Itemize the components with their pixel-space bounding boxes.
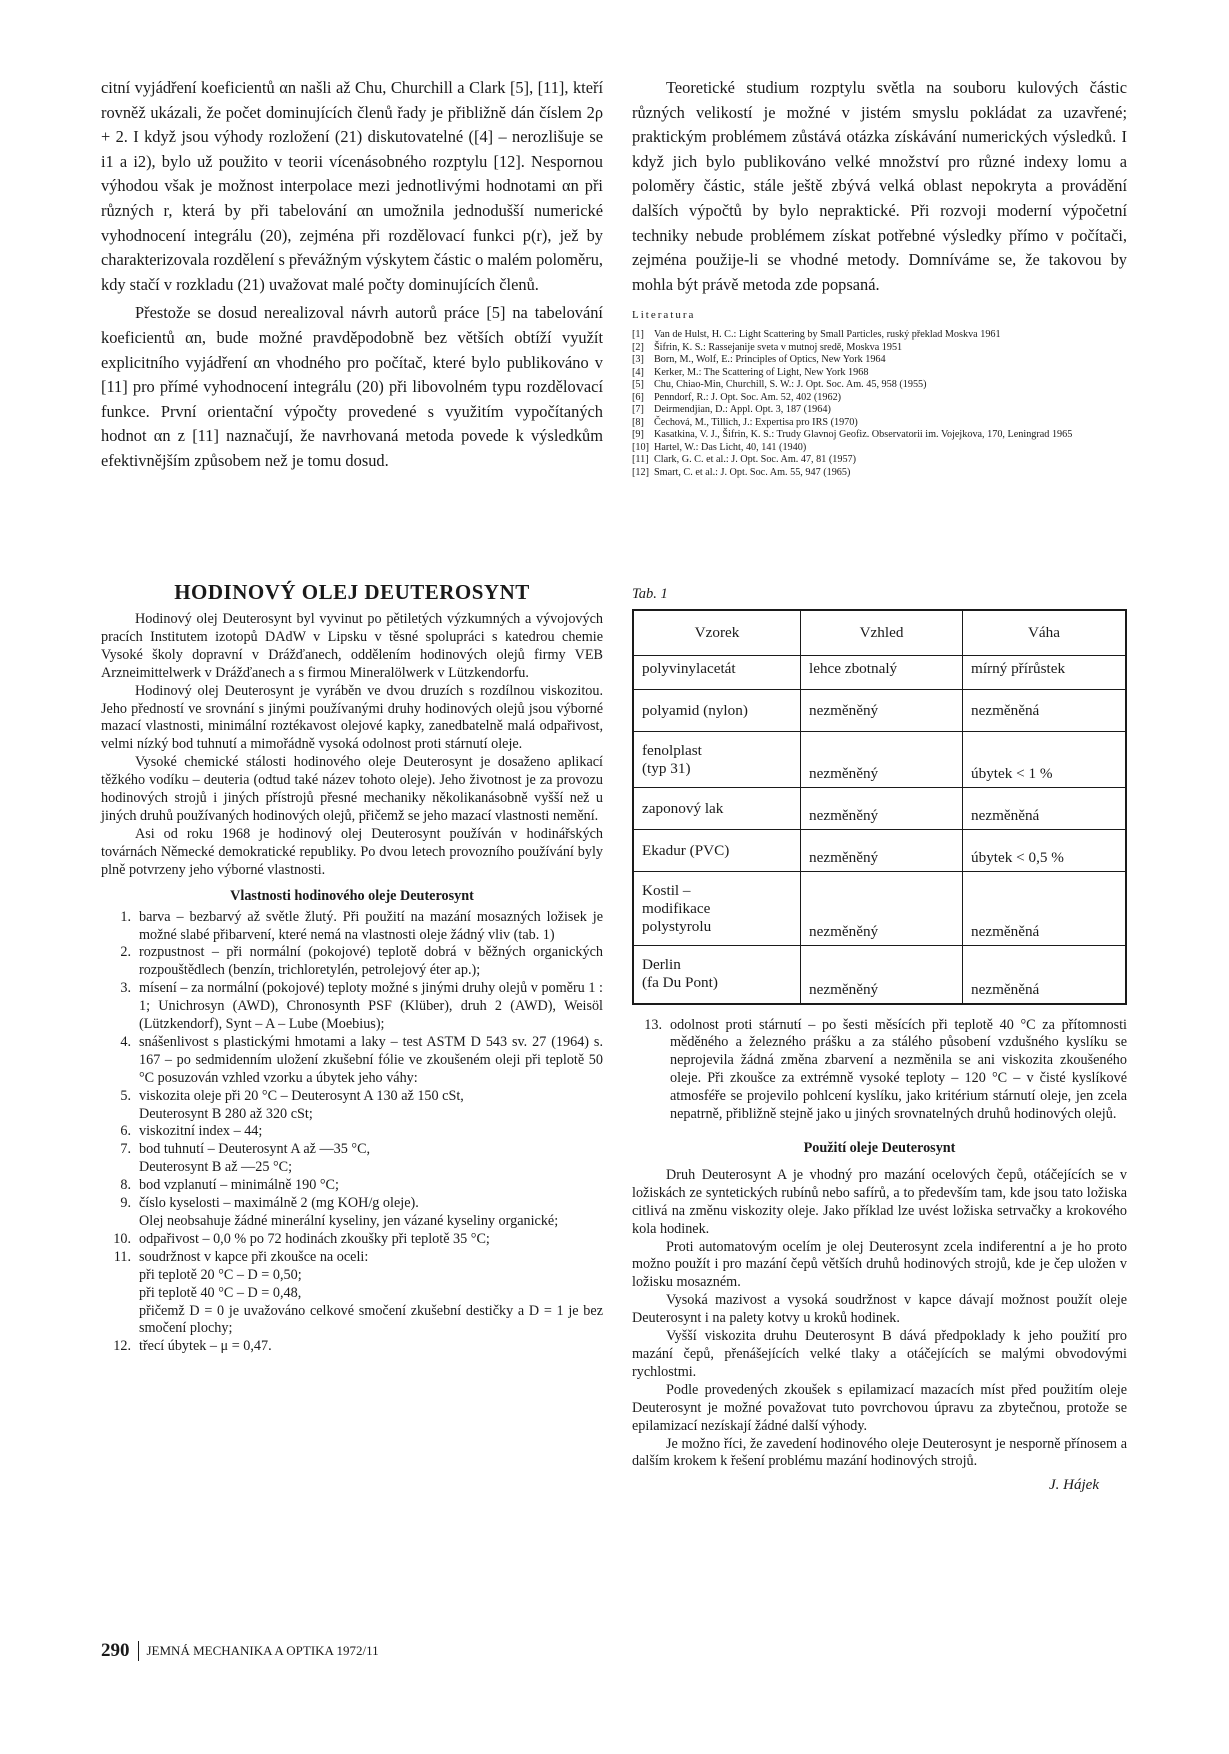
reference-text: Chu, Chiao-Min, Churchill, S. W.: J. Opt. Soc. Am. 45, 958 (1955) bbox=[654, 379, 927, 391]
reference-text: Clark, G. C. et al.: J. Opt. Soc. Am. 47, 81 (1957) bbox=[654, 454, 857, 466]
list-item bbox=[101, 1123, 603, 1141]
reference-item bbox=[632, 354, 1127, 367]
reference-number: [2] bbox=[632, 341, 644, 353]
table-cell: nezměněný bbox=[801, 788, 963, 830]
reference-item bbox=[632, 454, 1127, 467]
reference-item bbox=[632, 442, 1127, 455]
usage-heading: Použití oleje Deuterosynt bbox=[803, 1139, 956, 1156]
list-item bbox=[101, 944, 603, 980]
item-number: 2. bbox=[120, 944, 131, 961]
table-row bbox=[633, 788, 1126, 830]
journal-name: JEMNÁ MECHANIKA A OPTIKA 1972/11 bbox=[146, 1643, 379, 1658]
table-cell: nezměněný bbox=[801, 830, 963, 872]
table-row bbox=[633, 690, 1126, 732]
table-cell: lehce zbotnalý bbox=[801, 656, 963, 690]
conclusion-paragraph: Teoretické studium rozptylu světla na souboru kulových částic různých velikostí je možné v jistém smyslu pokládat za uzavřené; praktickým problémem zůstává otázka získávání numerických výsledků. I když jich bylo publikováno velké množství pro různé indexy lomu a poloměry částic, stále ještě zbývá velká oblast nepokryta a provádění dalších výpočtů by bylo nepraktické. Při rozvoji moderní výpočetní techniky nebude problémem získat potřebné výsledky přímo v počítači, zejména použije-li se vhodné metody. Domníváme se, že takovou by mohla být právě metoda zde popsaná. bbox=[632, 78, 1127, 294]
item-text: bod tuhnutí – Deuterosynt A až —35 °C, Deuterosynt B až —25 °C; bbox=[139, 1141, 371, 1176]
item-number: 11. bbox=[113, 1248, 131, 1265]
reference-number: [5] bbox=[632, 379, 644, 391]
intro-paragraph-3: Vysoké chemické stálosti hodinového oleje Deuterosynt je dosaženo aplikací těžkého vodíku – deuteria (odtud také název tohoto oleje). Jeho životnost je za provozu hodinových strojů i jiných přístrojů přesné mechaniky několikanásobně vyšší než u jiných druhů používaných hodinových olejů, přičemž se jeho mazací vlastnosti nemění. bbox=[101, 754, 603, 824]
list-item bbox=[101, 1338, 603, 1356]
table-cell: mírný přírůstek bbox=[963, 656, 1127, 690]
usage-paragraphs bbox=[632, 1167, 1127, 1471]
author-signature: J. Hájek bbox=[1049, 1477, 1099, 1494]
item-text: viskozitní index – 44; bbox=[139, 1123, 263, 1140]
item-number: 13. bbox=[644, 1016, 662, 1033]
page-number: 290 bbox=[101, 1640, 130, 1661]
reference-number: [10] bbox=[632, 441, 649, 453]
table-cell: Derlin (fa Du Pont) bbox=[633, 946, 801, 1004]
reference-item bbox=[632, 417, 1127, 430]
reference-text: Hartel, W.: Das Licht, 40, 141 (1940) bbox=[654, 441, 807, 453]
properties-heading: Vlastnosti hodinového oleje Deuterosynt bbox=[230, 887, 474, 904]
table-header-cell: Váha bbox=[963, 610, 1127, 656]
table-caption: Tab. 1 bbox=[632, 586, 668, 602]
item-number: 6. bbox=[120, 1123, 131, 1140]
reference-item bbox=[632, 379, 1127, 392]
table-cell: polyvinylacetát bbox=[633, 656, 801, 690]
reference-item bbox=[632, 404, 1127, 417]
usage-paragraph: Vysoká mazivost a vysoká soudržnost v kapce dávají možnost použít oleje Deuterosynt i na palety kotvy u kroků hodinek. bbox=[632, 1292, 1127, 1327]
table-cell: nezměněná bbox=[963, 788, 1127, 830]
reference-item bbox=[632, 429, 1127, 442]
item-number: 7. bbox=[120, 1141, 131, 1158]
table-cell: fenolplast (typ 31) bbox=[633, 732, 801, 788]
article-left-column bbox=[101, 576, 603, 1356]
reference-number: [8] bbox=[632, 416, 644, 428]
reference-text: Van de Hulst, H. C.: Light Scattering by Small Particles, ruský překlad Moskva 1961 bbox=[654, 329, 1001, 341]
intro-paragraph-4: Asi od roku 1968 je hodinový olej Deuterosynt používán v hodinářských továrnách Německé demokratické republiky. Po dvou letech provozního používání byly plně potvrzeny jeho výborné vlastnosti. bbox=[101, 825, 603, 878]
table-cell: Kostil – modifikace polystyrolu bbox=[633, 872, 801, 946]
item-number: 12. bbox=[113, 1338, 131, 1355]
item-number: 1. bbox=[120, 908, 131, 925]
list-item bbox=[101, 1177, 603, 1195]
item-number: 3. bbox=[120, 980, 131, 997]
reference-number: [9] bbox=[632, 429, 644, 441]
list-item bbox=[101, 1249, 603, 1339]
item-number: 4. bbox=[120, 1033, 131, 1050]
usage-paragraph: Podle provedených zkoušek s epilamizací mazacích míst před použitím oleje Deuterosynt je možné považovat tuto povrchovou úpravu za zbytečnou, protože se epilamizací nezískají žádné další výhody. bbox=[632, 1381, 1127, 1434]
intro-paragraph-2: Hodinový olej Deuterosynt je vyráběn ve dvou druzích s rozdílnou viskozitou. Jeho předností ve srovnání s jinými používanými druhy hodinových olejů jsou výborné mazací vlastnosti, minimální roztékavost olejové kapky, zanedbatelně malá odpařivost, velmi nízký bod tuhnutí a mimořádně vysoká odolnost proti stárnutí oleje. bbox=[101, 682, 603, 753]
left-paragraph-1: citní vyjádření koeficientů αn našli až Chu, Churchill a Clark [5], [11], kteří rovněž ukázali, že počet dominujících členů řady je přibližně dán číslem 2ρ + 2. I když jsou výhody rozložení (21) diskutovatelné ([4] – nerozlišuje se i1 a i2), bylo už použito v teorii vícenásobného rozptylu [12]. Nespornou výhodou však je možnost interpolace mezi jednotlivými hodnotami αn při různých r, která by při tabelování αn umožnila jednodušší numerické vyhodnocení integrálu (20), zejména při rozdělovací funkci p(r), jež by charakterizovala rozdělení s převážným výskytem částic o malém poloměru, kdy stačí v rozkladu (21) uvažovat malé počty dominujících členů. bbox=[101, 78, 603, 294]
item-text: odolnost proti stárnutí – po šesti měsících při teplotě 40 °C za přítomnosti měděného a železného prášku a za stálého působení vzdušného kyslíku se neprojevila žádná změna zbarvení a nezměnila se ani viskozita zkoušeného oleje. Při zkoušce za extrémně vysoké teploty – 120 °C – v čisté kyslíkové atmosféře se projevilo pohlcení kyslíku, jako kritérium stárnutí oleje, jen zcela nepatrně, přibližně stejně jako u jiných srovnatelných druhů hodinových olejů. bbox=[670, 1016, 1127, 1123]
item-text: číslo kyselosti – maximálně 2 (mg KOH/g oleje). Olej neobsahuje žádné minerální kyseliny, jen vázané kyseliny organické; bbox=[139, 1195, 559, 1229]
intro-paragraph-1: Hodinový olej Deuterosynt byl vyvinut po pětiletých výzkumných a vývojových pracích Institutem izotopů DAdW v Lipsku v těsné spolupráci s katedrou chemie Vysoké školy dopravní v Drážďanech, oddělením hodinových olejů firmy VEB Arzneimittelwerk v Drážďanech a s firmou Mineralölwerk v Lützkendorfu. bbox=[101, 611, 603, 681]
list-item bbox=[101, 980, 603, 1034]
table-cell: úbytek < 0,5 % bbox=[963, 830, 1127, 872]
item-text: bod vzplanutí – minimálně 190 °C; bbox=[139, 1177, 339, 1194]
usage-paragraph: Je možno říci, že zavedení hodinového oleje Deuterosynt je nesporně přínosem a dalším krokem k řešení problému mazání hodinových strojů. bbox=[632, 1435, 1127, 1470]
table-cell: nezměněný bbox=[801, 946, 963, 1004]
reference-number: [3] bbox=[632, 354, 644, 366]
reference-text: Born, M., Wolf, E.: Principles of Optics, New York 1964 bbox=[654, 354, 886, 366]
reference-number: [11] bbox=[632, 454, 649, 466]
table-row bbox=[633, 830, 1126, 872]
usage-paragraph: Druh Deuterosynt A je vhodný pro mazání ocelových čepů, otáčejících se v ložiskách ze syntetických rubínů nebo safírů, a to především tam, kde jsou tato ložiska citlivá na změnu viskozity oleje. Jako příklad lze uvést ložiska setrvačky a krokového kola hodinek. bbox=[632, 1166, 1127, 1237]
list-item bbox=[101, 909, 603, 945]
reference-item bbox=[632, 367, 1127, 380]
item-text: viskozita oleje při 20 °C – Deuterosynt A 130 až 150 cSt, Deuterosynt B 280 až 320 cSt; bbox=[139, 1087, 464, 1122]
list-item bbox=[101, 1195, 603, 1231]
right-top-column bbox=[632, 76, 1127, 479]
table-header-cell: Vzhled bbox=[801, 610, 963, 656]
properties-list bbox=[101, 909, 603, 1357]
list-item bbox=[632, 1017, 1127, 1124]
table-cell: zaponový lak bbox=[633, 788, 801, 830]
reference-number: [7] bbox=[632, 404, 644, 416]
reference-text: Smart, C. et al.: J. Opt. Soc. Am. 55, 947 (1965) bbox=[654, 466, 851, 478]
table-cell: Ekadur (PVC) bbox=[633, 830, 801, 872]
item-text: mísení – za normální (pokojové) teploty možné s jinými druhy olejů v poměru 1 : 1; Unichrosyn (AWD), Chronosynth PSF (Klüber), druh 2 (AWD), Weisöl (Lützkendorf), Synt – A – Lube (Moebius); bbox=[139, 980, 603, 1033]
literature-heading: Literatura bbox=[632, 309, 696, 322]
reference-item bbox=[632, 467, 1127, 480]
table-header-cell: Vzorek bbox=[633, 610, 801, 656]
reference-item bbox=[632, 342, 1127, 355]
property-13 bbox=[632, 1017, 1127, 1124]
table-cell: nezměněný bbox=[801, 732, 963, 788]
left-paragraph-2: Přestože se dosud nerealizoval návrh autorů práce [5] na tabelování koeficientů αn, bude možné pravděpodobně bez větších obtíží využít explicitního vyjádření αn vhodného pro počítač, které bylo publikováno v [11] pro přímé vyhodnocení integrálu (20) při libovolném typu rozdělovací funkce. První orientační výpočty provedené s využitím vypočítaných hodnot αn z [11] naznačují, že navrhovaná metoda povede k výsledkům efektivnějším způsobem než je tomu dosud. bbox=[101, 303, 603, 470]
table-header-row bbox=[633, 610, 1126, 656]
item-number: 10. bbox=[113, 1230, 131, 1247]
usage-paragraph: Vyšší viskozita druhu Deuterosynt B dává předpoklady k jeho použití pro mazání čepů, přenášejících velké tlaky a otáčejících se malými obvodovými rychlostmi. bbox=[632, 1328, 1127, 1380]
list-item bbox=[101, 1141, 603, 1177]
table-cell: nezměněná bbox=[963, 946, 1127, 1004]
table-row bbox=[633, 656, 1126, 690]
reference-text: Čechová, M., Tillich, J.: Expertisa pro IRS (1970) bbox=[654, 416, 858, 428]
table-cell: nezměněný bbox=[801, 690, 963, 732]
item-text: odpařivost – 0,0 % po 72 hodinách zkoušky při teplotě 35 °C; bbox=[139, 1230, 490, 1247]
item-number: 5. bbox=[120, 1087, 131, 1104]
page-footer bbox=[101, 1640, 379, 1662]
footer-divider bbox=[138, 1641, 139, 1661]
reference-item bbox=[632, 329, 1127, 342]
list-item bbox=[101, 1034, 603, 1088]
left-top-column bbox=[101, 76, 603, 474]
materials-table bbox=[632, 609, 1127, 1005]
list-item bbox=[101, 1088, 603, 1124]
reference-number: [12] bbox=[632, 466, 649, 478]
reference-text: Deirmendjian, D.: Appl. Opt. 3, 187 (1964) bbox=[654, 404, 831, 416]
item-text: rozpustnost – při normální (pokojové) teplotě dobrá v běžných organických rozpouštědlech (benzín, trichloretylén, petrolejový éter ap.); bbox=[139, 944, 603, 979]
table-cell: nezměněná bbox=[963, 690, 1127, 732]
table-row bbox=[633, 946, 1126, 1004]
reference-text: Penndorf, R.: J. Opt. Soc. Am. 52, 402 (1962) bbox=[654, 391, 842, 403]
article-right-column bbox=[632, 586, 1127, 1494]
reference-number: [4] bbox=[632, 366, 644, 378]
reference-text: Kerker, M.: The Scattering of Light, New York 1968 bbox=[654, 366, 869, 378]
reference-number: [1] bbox=[632, 329, 644, 341]
reference-item bbox=[632, 392, 1127, 405]
reference-text: Kasatkina, V. J., Šifrin, K. S.: Trudy Glavnoj Geofiz. Observatorii im. Vojejkova, 170, Leningrad 1965 bbox=[654, 429, 1073, 441]
item-text: třecí úbytek – μ = 0,47. bbox=[139, 1338, 272, 1355]
item-text: barva – bezbarvý až světle žlutý. Při použití na mazání mosazných ložisek je možné slabé přibarvení, které nemá na vlastnosti oleje žádný vliv (tab. 1) bbox=[139, 908, 603, 943]
table-cell: nezměněná bbox=[963, 872, 1127, 946]
item-text: soudržnost v kapce při zkoušce na oceli: při teplotě 20 °C – D = 0,50; při teplotě 40 °C – D = 0,48, přičemž D = 0 je uvažováno celkové smočení zkušební destičky a D = 1 je bez smočení plochy; bbox=[139, 1248, 603, 1337]
reference-number: [6] bbox=[632, 391, 644, 403]
table-cell: úbytek < 1 % bbox=[963, 732, 1127, 788]
item-number: 8. bbox=[120, 1177, 131, 1194]
article-title: HODINOVÝ OLEJ DEUTEROSYNT bbox=[174, 580, 530, 604]
table-cell: nezměněný bbox=[801, 872, 963, 946]
item-text: snášenlivost s plastickými hmotami a laky – test ASTM D 543 sv. 27 (1964) s. 167 – po sedmidenním uložení zkušební fólie ve zkoušeném oleji při teplotě 50 °C posuzován vzhled vzorku a úbytek jeho váhy: bbox=[139, 1033, 603, 1086]
reference-text: Šifrin, K. S.: Rassejanije sveta v mutnoj sredě, Moskva 1951 bbox=[654, 341, 903, 353]
list-item bbox=[101, 1231, 603, 1249]
item-number: 9. bbox=[120, 1195, 131, 1212]
usage-paragraph: Proti automatovým ocelím je olej Deuterosynt zcela indiferentní a je ho proto možno použít i pro mazání čepů větších druhů hodinových strojů, kde je čep uložen v ložisku mosazném. bbox=[632, 1238, 1127, 1291]
table-cell: polyamid (nylon) bbox=[633, 690, 801, 732]
references-list bbox=[632, 329, 1127, 479]
table-row bbox=[633, 732, 1126, 788]
table-row bbox=[633, 872, 1126, 946]
